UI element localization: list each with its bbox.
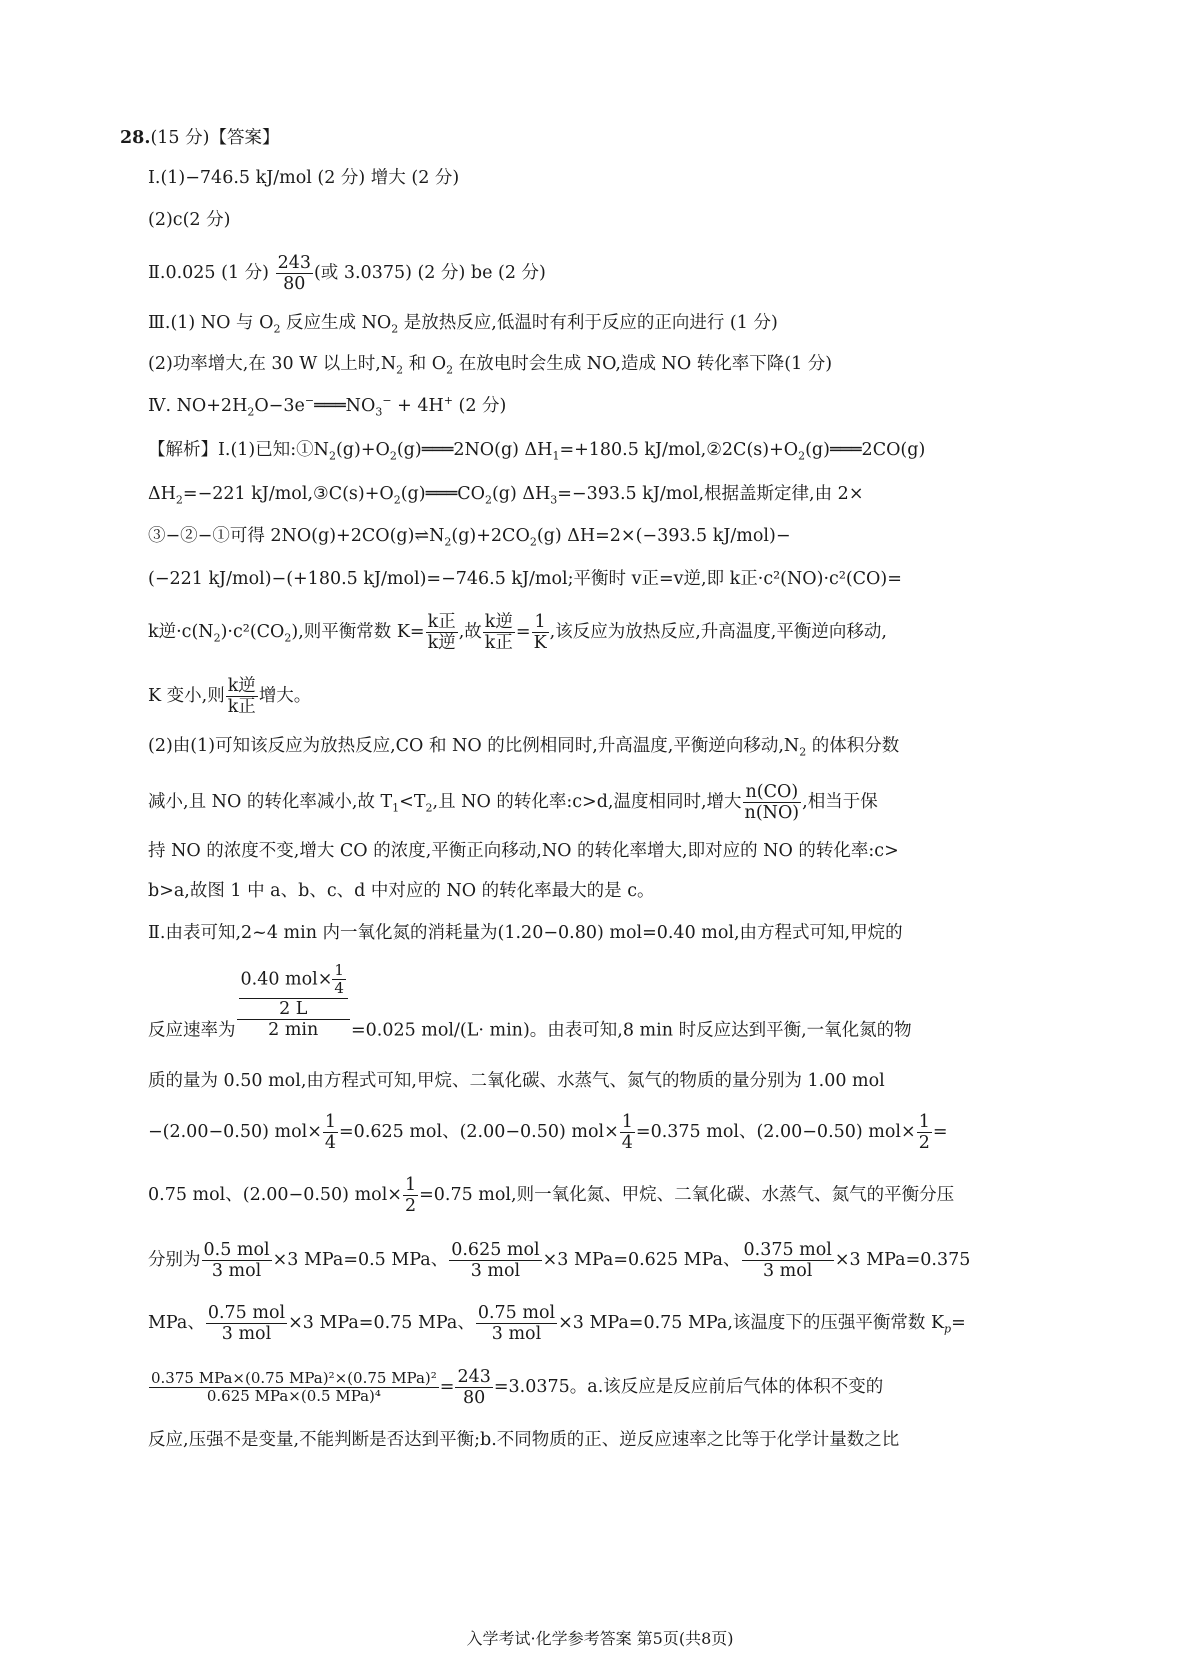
analysis-line-4: (−221 kJ/mol)−(+180.5 kJ/mol)=−746.5 kJ/mol;平衡时 v正=v逆,即 k正·c²(NO)·c²(CO)= (148, 569, 902, 589)
fraction-partial-4: 0.75 mol 3 mol (207, 1303, 286, 1345)
analysis-p2-line-4: b>a,故图 1 中 a、b、c、d 中对应的 NO 的转化率最大的是 c。 (148, 881, 655, 901)
analysis-ii-line-6: 分别为 0.5 mol 3 mol ×3 MPa=0.5 MPa、 0.625 mol 3 mol ×3 MPa=0.625 MPa、 0.375 mol 3 mol ×3 MPa=0.375 (148, 1240, 971, 1282)
analysis-p2-line-1: (2)由(1)可知该反应为放热反应,CO 和 NO 的比例相同时,升高温度,平衡逆向移动$,N_2$ 的体积分数 (148, 736, 900, 759)
question-number: 28. (120, 128, 151, 148)
answer-i-1: Ⅰ.(1)−746.5 kJ/mol (2 分) 增大 (2 分) (148, 168, 460, 188)
fraction-kp: 0.375 MPa×(0.75 MPa)²×(0.75 MPa)² 0.625 MPa×(0.5 MPa)⁴ (151, 1368, 437, 1406)
fraction-quarter-2: $\frac{1}{4}$ (621, 1112, 633, 1154)
fraction-243-80: $\frac{243}{80}$ (277, 253, 311, 295)
analysis-ii-line-9: 反应,压强不是变量,不能判断是否达到平衡;b.不同物质的正、逆反应速率之比等于化学计量数之比 (148, 1430, 900, 1450)
answer-ii-text: Ⅱ.0.025 (1 分) (148, 263, 269, 284)
fraction-k-ratio-2: k逆 k正 (227, 676, 256, 718)
answer-ii (148, 253, 546, 294)
answer-ii-text-2: (或 3.0375) (2 分) be (2 分) (313, 263, 546, 284)
fraction-1-k: $\frac{1}{K}$ (533, 612, 547, 654)
analysis-ii-line-4: −(2.00−0.50) mol× $\frac{1}{4}$ =0.625 mol、(2.00−0.50) mol× $\frac{1}{4}$ =0.375 mol、(2.00−0.50) mol× $\frac{1}{2}$ = (148, 1112, 948, 1154)
answer-iv: Ⅳ. $NO+2H_2O-3e^-═══NO_3^- + 4H^+$ (2 分) (148, 394, 507, 419)
analysis-ii-line-7: MPa、 0.75 mol 3 mol ×3 MPa=0.75 MPa、 0.75 mol 3 mol ×3 MPa=0.75 MPa,该温度下的压强平衡常数 $K_p=$ (148, 1303, 966, 1345)
analysis-ii-line-2: 反应速率为 0.40 mol× $\frac{1}{4}$ 2 L 2 min =0.025 mol/(L· min)。由表可知,8 min 时反应达到平衡,一氧化氮的物 (148, 961, 912, 1041)
analysis-line-1: 【解析】Ⅰ.(1)已知$:①N_2(g)+O_2(g)═══2NO(g)$ $\Delta H_1=+180.5$ $kJ/mol,②2C(s)+O_2(g)═══2CO(g)$ (148, 440, 926, 463)
fraction-partial-5: 0.75 mol 3 mol (477, 1303, 556, 1345)
fraction-half-2: $\frac{1}{2}$ (404, 1175, 417, 1217)
analysis-line-2: $\Delta H_2=-221$ $kJ/mol,③C(s)+O_2(g)═══CO_2(g)$ $\Delta H_3=-393.5$ kJ/mol,根据盖斯定律,由 2× (148, 484, 864, 507)
fraction-243-80-b: $\frac{243}{80}$ (457, 1367, 491, 1409)
question-title: (15 分)【答案】 (150, 128, 280, 148)
answer-i-2: (2)c(2 分) (148, 210, 231, 230)
analysis-ii-line-1: Ⅱ.由表可知,2~4 min 内一氧化氮的消耗量为(1.20−0.80) mol=0.40 mol,由方程式可知,甲烷的 (148, 923, 903, 943)
analysis-line-6: K 变小,则 k逆 k正 增大。 (148, 676, 312, 718)
analysis-line-5: k逆$\cdot c(N_2)\cdot c^2(CO_2)$,则平衡常数 K= k正 k逆 ,故 k逆 k正 = $\frac{1}{K}$ ,该反应为放热反应,升高温度,平衡逆向移动, (148, 612, 887, 654)
fraction-partial-1: 0.5 mol 3 mol (203, 1240, 270, 1282)
fraction-partial-2: 0.625 mol 3 mol (451, 1240, 540, 1282)
fraction-half: $\frac{1}{2}$ (918, 1112, 930, 1154)
fraction-nco-nno: $\frac{n(CO)}{n(NO)}$ (744, 782, 800, 824)
answer-iii-2: (2)功率增大,在 30 W 以上时$,N_2$ 和 $O_2$ 在放电时会生成 NO,造成 NO 转化率下降(1 分) (148, 354, 833, 377)
fraction-k-ratio: k逆 k正 (484, 612, 513, 654)
answer-iii-1: Ⅲ.(1) NO 与 $O_2$ 反应生成 $NO_2$ 是放热反应,低温时有利于反应的正向进行 (1 分) (148, 313, 778, 336)
analysis-ii-line-5: 0.75 mol、(2.00−0.50) mol× $\frac{1}{2}$ =0.75 mol,则一氧化氮、甲烷、二氧化碳、水蒸气、氮气的平衡分压 (148, 1175, 955, 1217)
analysis-p2-line-2: 减小,且 NO 的转化率减小,故 $T_1<T_2$,且 NO 的转化率:c>d,温度相同时,增大 $\frac{n(CO)}{n(NO)}$ ,相当于保 (148, 782, 878, 824)
analysis-p2-line-3: 持 NO 的浓度不变,增大 CO 的浓度,平衡正向移动,NO 的转化率增大,即对应的 NO 的转化率:c> (148, 841, 899, 861)
question-header (120, 130, 279, 148)
analysis-line-3: ③−②−①可得 $2NO(g)+2CO(g)\rightleftharpoons N_2(g)+2CO_2(g)$ ΔH=2×(−393.5 kJ/mol)− (148, 526, 791, 549)
fraction-partial-3: 0.375 mol 3 mol (743, 1240, 832, 1282)
page-footer: 入学考试·化学参考答案 第5页(共8页) (466, 1629, 734, 1648)
fraction-rate: 0.40 mol× $\frac{1}{4}$ 2 L 2 min (237, 962, 350, 1040)
analysis-ii-line-3: 质的量为 0.50 mol,由方程式可知,甲烷、二氧化碳、水蒸气、氮气的物质的量分别为 1.00 mol (148, 1071, 885, 1091)
analysis-ii-line-8: 0.375 MPa×(0.75 MPa)²×(0.75 MPa)² 0.625 MPa×(0.5 MPa)⁴ = $\frac{243}{80}$ =3.0375。a.该反应是反应前后气体的体积不变的 (151, 1367, 884, 1409)
fraction-k: k正 k逆 (427, 612, 456, 654)
fraction-quarter: $\frac{1}{4}$ (324, 1112, 337, 1154)
